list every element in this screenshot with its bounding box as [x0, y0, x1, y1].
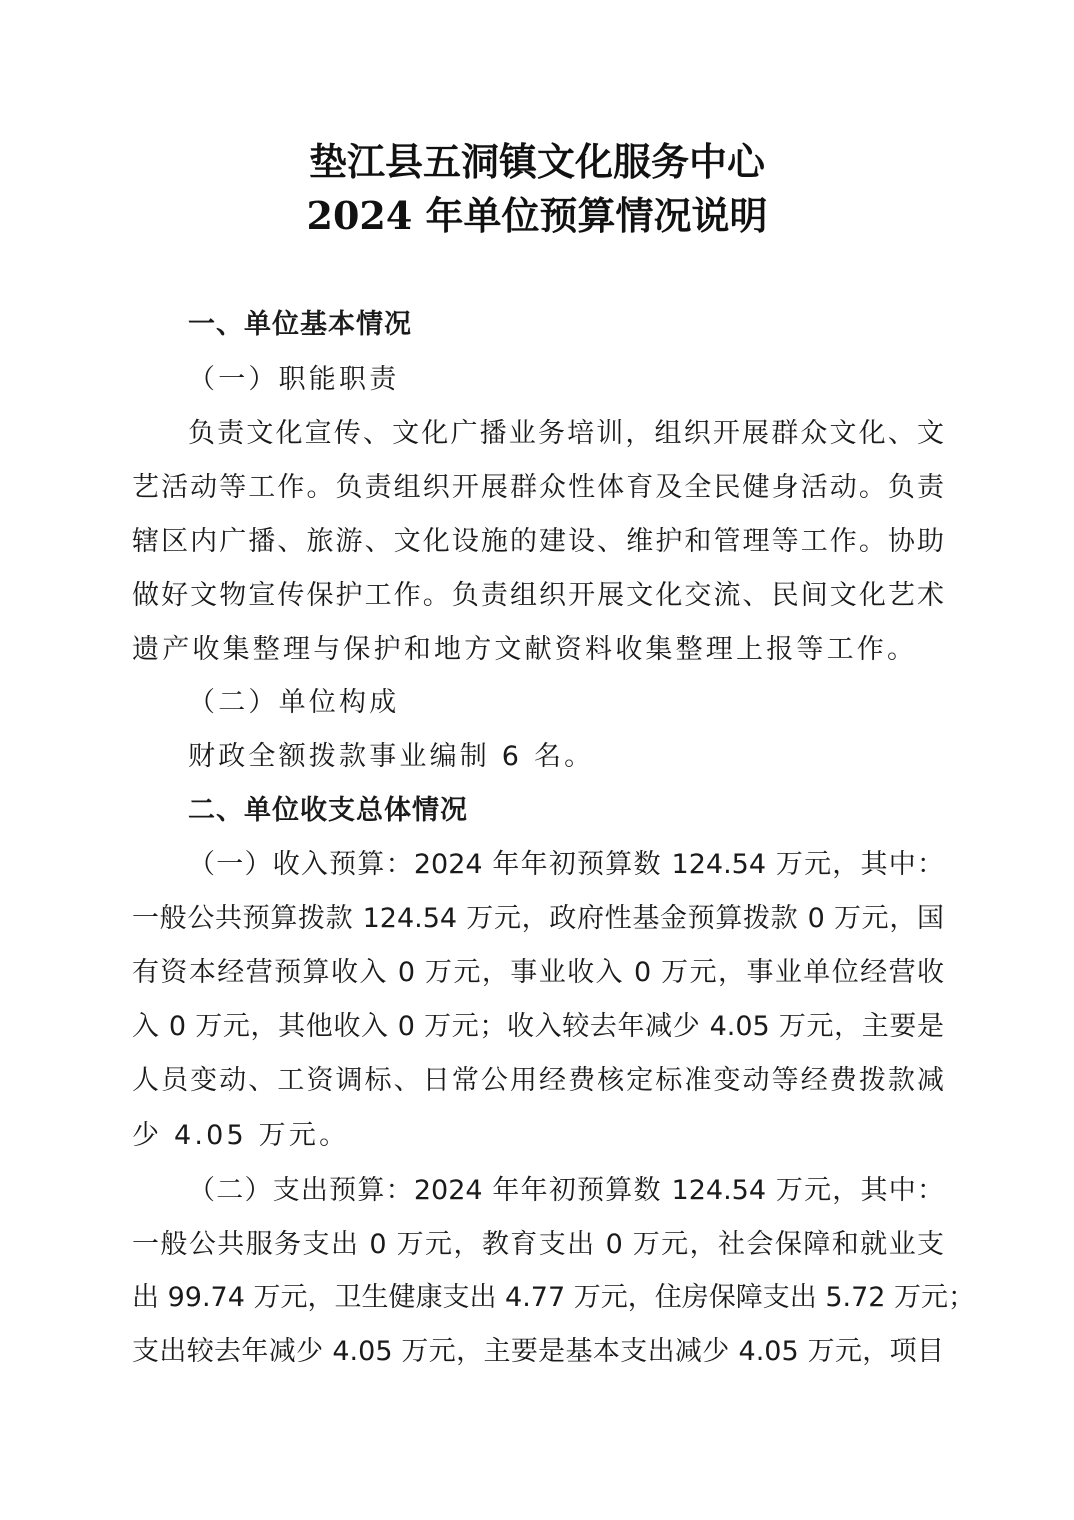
paragraph-line: （一）收入预算：2024 年年初预算数 124.54 万元，其中： — [188, 849, 944, 880]
document-title-line-1: 垫江县五洞镇文化服务中心 — [308, 139, 765, 184]
paragraph-line: 财政全额拨款事业编制 6 名。 — [188, 741, 595, 772]
paragraph-line: 入 0 万元，其他收入 0 万元；收入较去年减少 4.05 万元，主要是 — [132, 1011, 944, 1042]
paragraph-line: 遗产收集整理与保护和地方文献资料收集整理上报等工作。 — [132, 634, 918, 665]
paragraph-line: 辖区内广播、旅游、文化设施的建设、维护和管理等工作。协助 — [132, 526, 944, 557]
paragraph-line: 有资本经营预算收入 0 万元，事业收入 0 万元，事业单位经营收 — [132, 957, 944, 988]
section-heading: 一、单位基本情况 — [188, 309, 412, 340]
paragraph-line: 支出较去年减少 4.05 万元，主要是基本支出减少 4.05 万元，项目 — [132, 1336, 944, 1367]
paragraph-line: 一般公共预算拨款 124.54 万元，政府性基金预算拨款 0 万元，国 — [132, 903, 944, 934]
subsection-heading: （一）职能职责 — [188, 364, 400, 395]
paragraph-line: （二）支出预算：2024 年年初预算数 124.54 万元，其中： — [188, 1175, 944, 1206]
paragraph-line: 少 4.05 万元。 — [132, 1120, 350, 1151]
document-title-line-2: 2024 年单位预算情况说明 — [306, 193, 768, 238]
paragraph-line: 出 99.74 万元，卫生健康支出 4.77 万元，住房保障支出 5.72 万元； — [132, 1282, 976, 1313]
paragraph-line: 艺活动等工作。负责组织开展群众性体育及全民健身活动。负责 — [132, 472, 944, 503]
paragraph-line: 负责文化宣传、文化广播业务培训，组织开展群众文化、文 — [188, 418, 944, 449]
paragraph-line: 做好文物宣传保护工作。负责组织开展文化交流、民间文化艺术 — [132, 580, 944, 611]
section-heading: 二、单位收支总体情况 — [188, 795, 468, 826]
subsection-heading: （二）单位构成 — [188, 687, 400, 718]
paragraph-line: 人员变动、工资调标、日常公用经费核定标准变动等经费拨款减 — [132, 1065, 944, 1096]
paragraph-line: 一般公共服务支出 0 万元，教育支出 0 万元，社会保障和就业支 — [132, 1229, 944, 1260]
